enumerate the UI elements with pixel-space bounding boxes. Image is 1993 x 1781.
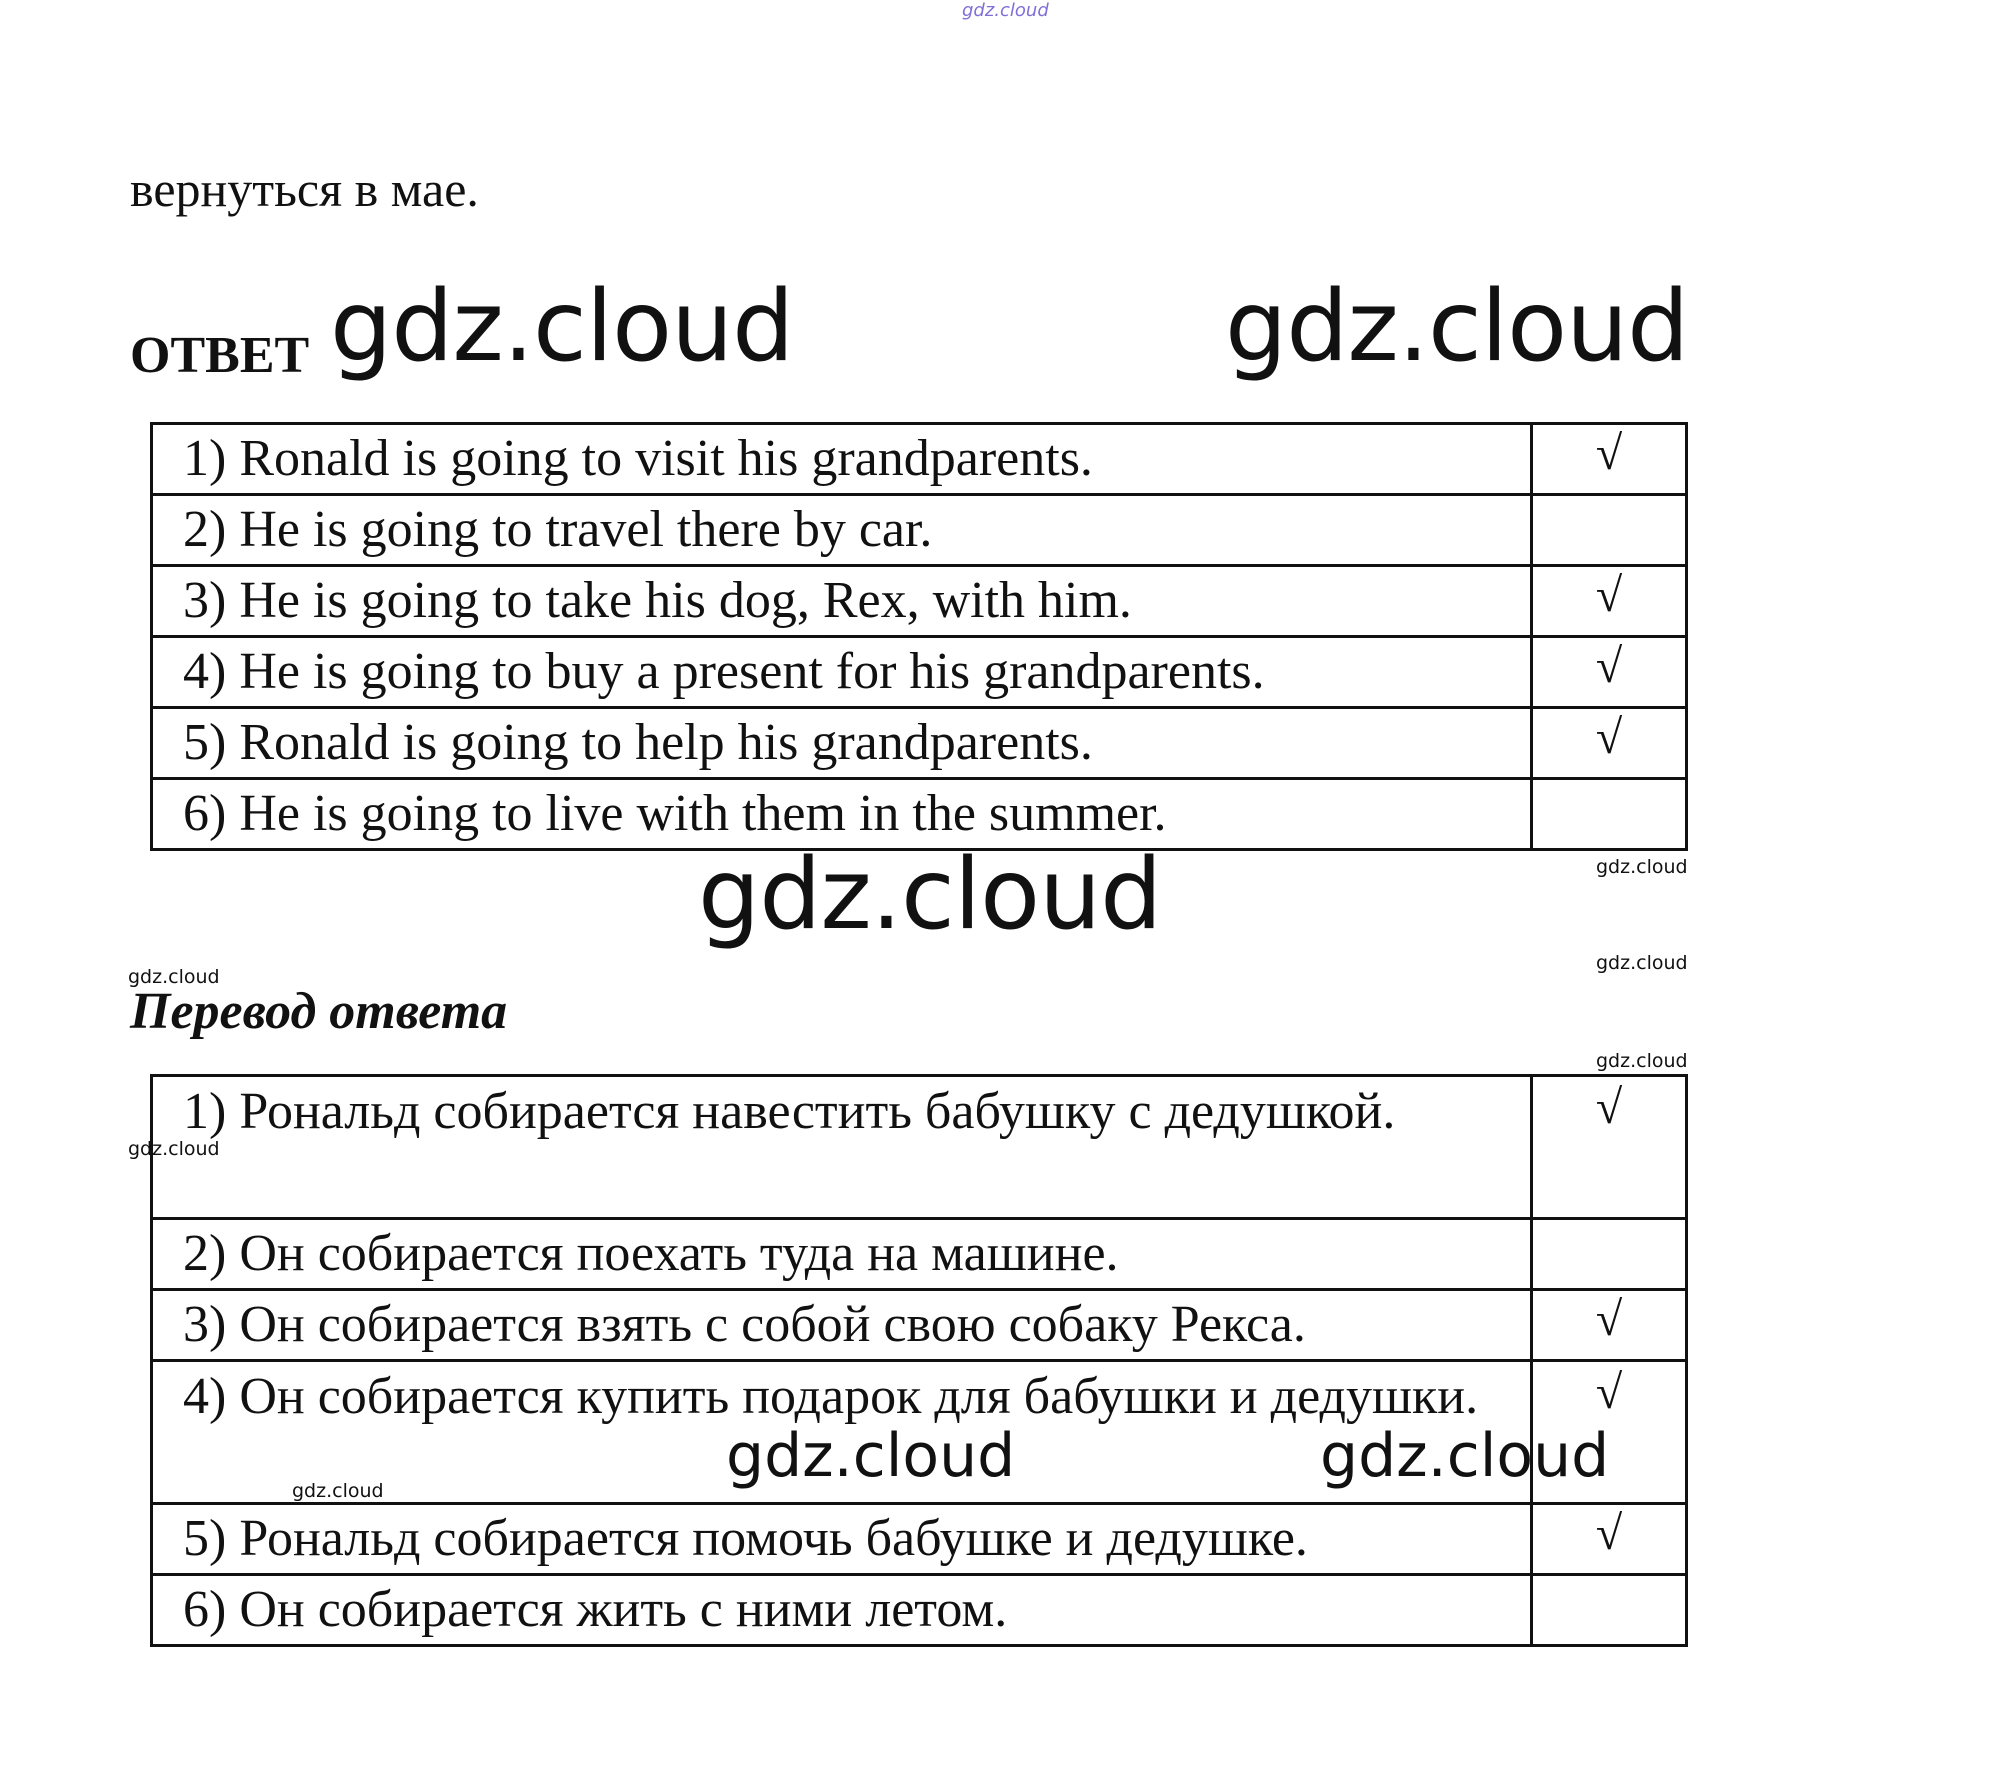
table-row bbox=[152, 1575, 1687, 1646]
answer-heading: ОТВЕТ bbox=[130, 327, 310, 384]
watermark-small: gdz.cloud bbox=[1596, 952, 1688, 974]
statement-cell: 1) Рональд собирается навестить бабушку с дедушкой. bbox=[152, 1076, 1532, 1219]
watermark-small: gdz.cloud bbox=[128, 1138, 220, 1160]
watermark-small: gdz.cloud bbox=[292, 1480, 384, 1502]
translation-heading: Перевод ответа bbox=[130, 983, 508, 1040]
statement-cell: 1) Ronald is going to visit his grandparents. bbox=[152, 424, 1532, 495]
statement-cell: 3) He is going to take his dog, Rex, with him. bbox=[152, 566, 1532, 637]
statement-cell: 4) He is going to buy a present for his grandparents. bbox=[152, 637, 1532, 708]
statement-cell: 2) He is going to travel there by car. bbox=[152, 495, 1532, 566]
table-row bbox=[152, 1076, 1687, 1219]
check-mark: √ bbox=[1532, 708, 1687, 779]
statement-cell: 3) Он собирается взять с собой свою собаку Рекса. bbox=[152, 1290, 1532, 1361]
table-row bbox=[152, 779, 1687, 850]
watermark-small: gdz.cloud bbox=[128, 966, 220, 988]
table-row bbox=[152, 566, 1687, 637]
table-row bbox=[152, 495, 1687, 566]
statement-cell: 6) Он собирается жить с ними летом. bbox=[152, 1575, 1532, 1646]
table-row bbox=[152, 1219, 1687, 1290]
watermark-medium: gdz.cloud bbox=[726, 1421, 1016, 1491]
check-mark: √ bbox=[1532, 1361, 1687, 1504]
translation-table bbox=[150, 1074, 1688, 1647]
watermark-top: gdz.cloud bbox=[962, 0, 1049, 21]
watermark-small: gdz.cloud bbox=[1596, 1050, 1688, 1072]
check-mark bbox=[1532, 1575, 1687, 1646]
watermark-small: gdz.cloud bbox=[1596, 856, 1688, 878]
check-mark: √ bbox=[1532, 424, 1687, 495]
statement-cell: 2) Он собирается поехать туда на машине. bbox=[152, 1219, 1532, 1290]
watermark-large: gdz.cloud bbox=[330, 270, 794, 384]
check-mark: √ bbox=[1532, 1504, 1687, 1575]
table-row bbox=[152, 1504, 1687, 1575]
check-mark: √ bbox=[1532, 1076, 1687, 1219]
statement-cell: 6) He is going to live with them in the summer. bbox=[152, 779, 1532, 850]
check-mark bbox=[1532, 1219, 1687, 1290]
watermark-large: gdz.cloud bbox=[698, 838, 1162, 952]
table-row bbox=[152, 1290, 1687, 1361]
watermark-large: gdz.cloud bbox=[1225, 270, 1689, 384]
statement-cell: 5) Рональд собирается помочь бабушке и дедушке. bbox=[152, 1504, 1532, 1575]
intro-text: вернуться в мае. bbox=[130, 161, 479, 217]
table-row bbox=[152, 637, 1687, 708]
check-mark: √ bbox=[1532, 637, 1687, 708]
statement-cell: 4) Он собирается купить подарок для бабушки и дедушки. bbox=[152, 1361, 1532, 1504]
table-row bbox=[152, 424, 1687, 495]
watermark-medium: gdz.cloud bbox=[1320, 1421, 1610, 1491]
check-mark: √ bbox=[1532, 566, 1687, 637]
statement-cell: 5) Ronald is going to help his grandparents. bbox=[152, 708, 1532, 779]
answer-table bbox=[150, 422, 1688, 851]
check-mark bbox=[1532, 779, 1687, 850]
table-row bbox=[152, 708, 1687, 779]
check-mark: √ bbox=[1532, 1290, 1687, 1361]
check-mark bbox=[1532, 495, 1687, 566]
